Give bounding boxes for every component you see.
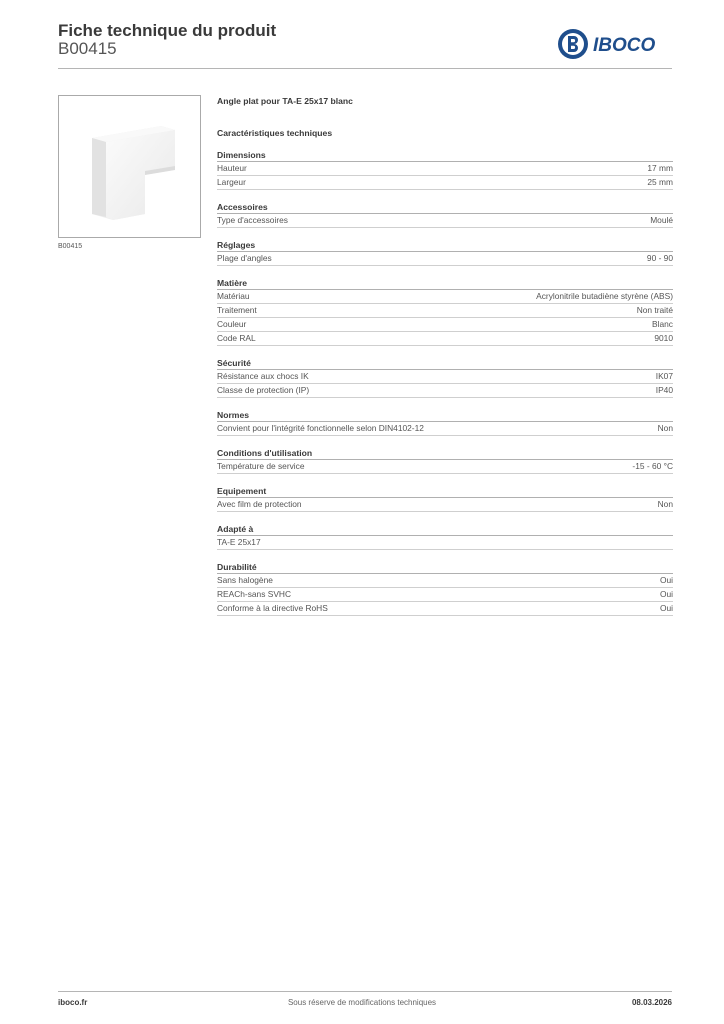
spec-section (217, 149, 673, 190)
spec-value: 90 - 90 (646, 253, 673, 263)
spec-label: TA-E 25x17 (217, 537, 261, 547)
section-title: Normes (217, 409, 673, 422)
spec-value: 17 mm (647, 163, 673, 173)
spec-label: Convient pour l'intégrité fonctionnelle selon DIN4102-12 (217, 423, 424, 433)
spec-row (217, 498, 673, 512)
spec-value: Oui (659, 575, 673, 585)
spec-section (217, 277, 673, 346)
spec-label: Conforme à la directive RoHS (217, 603, 328, 613)
spec-label: Couleur (217, 319, 247, 329)
spec-row (217, 384, 673, 398)
spec-row (217, 422, 673, 436)
spec-row (217, 332, 673, 346)
spec-row (217, 588, 673, 602)
spec-row (217, 176, 673, 190)
footer-date: 08.03.2026 (631, 998, 672, 1007)
spec-row (217, 370, 673, 384)
spec-label: Résistance aux chocs IK (217, 371, 309, 381)
spec-row (217, 290, 673, 304)
spec-content (217, 95, 673, 627)
product-name: Angle plat pour TA-E 25x17 blanc (217, 96, 353, 106)
spec-section (217, 523, 673, 550)
spec-value: 25 mm (647, 177, 673, 187)
spec-value: 9010 (654, 333, 673, 343)
section-title: Durabilité (217, 561, 673, 574)
section-title: Réglages (217, 239, 673, 252)
spec-row (217, 162, 673, 176)
spec-label: Largeur (217, 177, 246, 187)
spec-row (217, 252, 673, 266)
spec-value: Moulé (650, 215, 673, 225)
spec-label: Avec film de protection (217, 499, 302, 509)
spec-label: Code RAL (217, 333, 256, 343)
section-title: Conditions d'utilisation (217, 447, 673, 460)
section-title: Dimensions (217, 149, 673, 162)
header-divider (58, 68, 672, 69)
spec-row (217, 602, 673, 616)
spec-section (217, 409, 673, 436)
spec-label: REACh-sans SVHC (217, 589, 292, 599)
iboco-logo (556, 27, 676, 61)
spec-label: Plage d'angles (217, 253, 272, 263)
spec-label: Matériau (217, 291, 250, 301)
spec-label: Classe de protection (IP) (217, 385, 310, 395)
spec-value: Non traité (636, 305, 673, 315)
footer-divider (58, 991, 672, 992)
spec-label: Hauteur (217, 163, 247, 173)
spec-row (217, 318, 673, 332)
spec-section (217, 201, 673, 228)
spec-value: -15 - 60 °C (632, 461, 673, 471)
tech-heading: Caractéristiques techniques (217, 128, 333, 138)
spec-value: Oui (659, 589, 673, 599)
spec-value: IK07 (655, 371, 673, 381)
spec-sections (217, 149, 673, 512)
spec-value: Non (657, 423, 673, 433)
image-caption: B00415 (58, 243, 83, 250)
spec-row (217, 574, 673, 588)
spec-value: Blanc (652, 319, 673, 329)
section-title: Sécurité (217, 357, 673, 370)
spec-label: Traitement (217, 305, 257, 315)
spec-label: Type d'accessoires (217, 215, 288, 225)
angle-fitting-illustration (59, 96, 200, 237)
spec-label: Température de service (217, 461, 305, 471)
extra-sections (217, 523, 673, 616)
footer-website: iboco.fr (58, 998, 88, 1007)
spec-section (217, 561, 673, 616)
spec-row (217, 536, 673, 550)
spec-section (217, 357, 673, 398)
page-title: Fiche technique du produit (58, 21, 277, 40)
spec-label: Sans halogène (217, 575, 273, 585)
section-title: Adapté à (217, 523, 673, 536)
footer-disclaimer: Sous réserve de modifications techniques (287, 998, 437, 1007)
spec-section (217, 447, 673, 474)
spec-section (217, 485, 673, 512)
spec-value: Non (657, 499, 673, 509)
section-title: Matière (217, 277, 673, 290)
product-image (58, 95, 201, 238)
spec-value: Oui (659, 603, 673, 613)
spec-row (217, 214, 673, 228)
svg-text:IBOCO: IBOCO (593, 35, 656, 56)
spec-section (217, 239, 673, 266)
spec-row (217, 304, 673, 318)
product-code: B00415 (58, 39, 117, 58)
spec-value: Acrylonitrile butadiène styrène (ABS) (536, 291, 673, 301)
spec-value: IP40 (655, 385, 673, 395)
spec-row (217, 460, 673, 474)
section-title: Accessoires (217, 201, 673, 214)
section-title: Equipement (217, 485, 673, 498)
